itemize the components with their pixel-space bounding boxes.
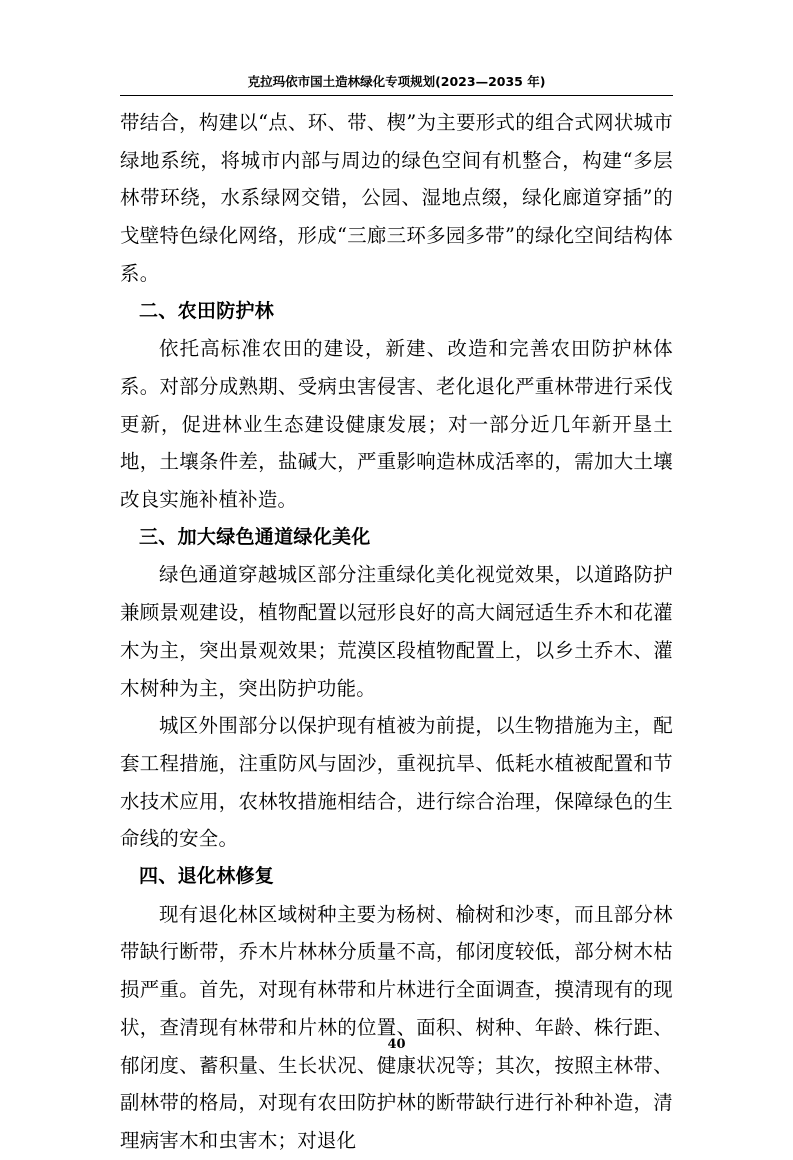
- paragraph-green-corridor-periphery: 城区外围部分以保护现有植被为前提，以生物措施为主，配套工程措施，注重防风与固沙，重视抗旱、低耗水植被配置和节水技术应用，农林牧措施相结合，进行综合治理，保障绿色的生命线的安全。: [120, 714, 673, 851]
- paragraph-green-corridor-urban: 绿色通道穿越城区部分注重绿化美化视觉效果，以道路防护兼顾景观建设，植物配置以冠形良好的高大阔冠适生乔木和花灌木为主，突出景观效果；荒漠区段植物配置上，以乡土乔木、灌木树种为主，突出防护功能。: [120, 563, 673, 700]
- running-header: 克拉玛依市国土造林绿化专项规划(2023—2035 年): [247, 74, 546, 89]
- page-body: [120, 104, 673, 1160]
- paragraph-farmland-shelterbelt: 依托高标准农田的建设，新建、改造和完善农田防护林体系。对部分成熟期、受病虫害侵害、老化退化严重林带进行采伐更新，促进林业生态建设健康发展；对一部分近几年新开垦土地，土壤条件差，盐碱大，严重影响造林成活率的，需加大土壤改良实施补植补造。: [120, 337, 673, 512]
- section-heading-green-corridor: 三、加大绿色通道绿化美化: [139, 525, 371, 548]
- paragraph-continued: 带结合，构建以“点、环、带、楔”为主要形式的组合式网状城市绿地系统，将城市内部与周边的绿色空间有机整合，构建“多层林带环绕，水系绿网交错，公园、湿地点缀，绿化廊道穿插”的戈壁特色绿化网络，形成“三廊三环多园多带”的绿化空间结构体系。: [120, 111, 673, 285]
- section-heading-farmland-shelterbelt: 二、农田防护林: [139, 299, 275, 322]
- section-heading-degraded-forest: 四、退化林修复: [139, 865, 275, 888]
- paragraph-degraded-forest: 现有退化林区域树种主要为杨树、榆树和沙枣，而且部分林带缺行断带，乔木片林林分质量不高，郁闭度较低，部分树木枯损严重。首先，对现有林带和片林进行全面调查，摸清现有的现状，查清现有林带和片林的位置、面积、树种、年龄、株行距、郁闭度、蓄积量、生长状况、健康状况等；其次，按照主林带、副林带的格局，对现有农田防护林的断带缺行进行补种补造，清理病害木和虫害木；对退化: [120, 902, 673, 1152]
- page-number: 40: [387, 1037, 406, 1052]
- header-rule: [120, 95, 673, 96]
